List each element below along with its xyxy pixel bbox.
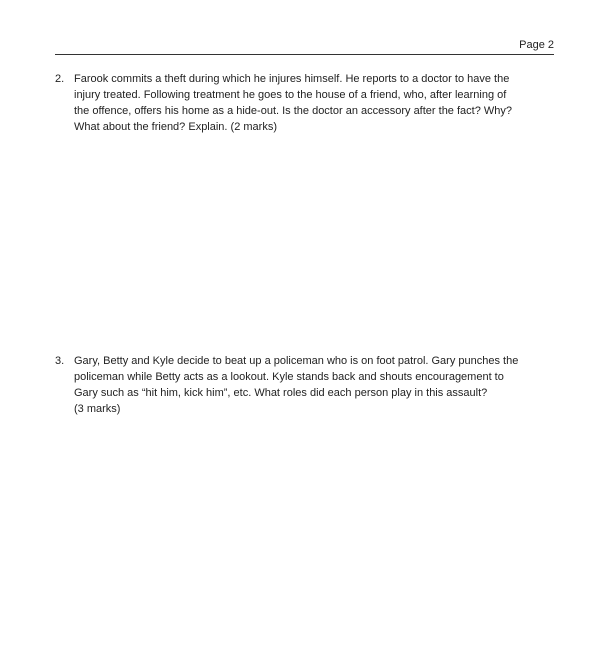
page-number: Page 2 [519, 39, 554, 51]
question-text [74, 71, 555, 135]
question-line: injury treated. Following treatment he goes to the house of a friend, who, after learning of [74, 89, 507, 101]
question-2 [55, 71, 555, 135]
page-header [55, 38, 554, 55]
question-number: 2. [55, 73, 65, 85]
question-line: What about the friend? Explain. (2 marks) [74, 121, 277, 133]
question-number: 3. [55, 355, 65, 367]
question-line: Gary, Betty and Kyle decide to beat up a policeman who is on foot patrol. Gary punches the [74, 355, 519, 367]
question-line: (3 marks) [74, 403, 121, 415]
question-line: Gary such as “hit him, kick him”, etc. What roles did each person play in this assault? [74, 387, 488, 399]
question-line: policeman while Betty acts as a lookout. Kyle stands back and shouts encouragement to [74, 371, 504, 383]
question-3 [55, 353, 555, 417]
question-text [74, 353, 555, 417]
question-line: the offence, offers his home as a hide-out. Is the doctor an accessory after the fact? Why? [74, 105, 513, 117]
question-line: Farook commits a theft during which he injures himself. He reports to a doctor to have the [74, 73, 510, 85]
